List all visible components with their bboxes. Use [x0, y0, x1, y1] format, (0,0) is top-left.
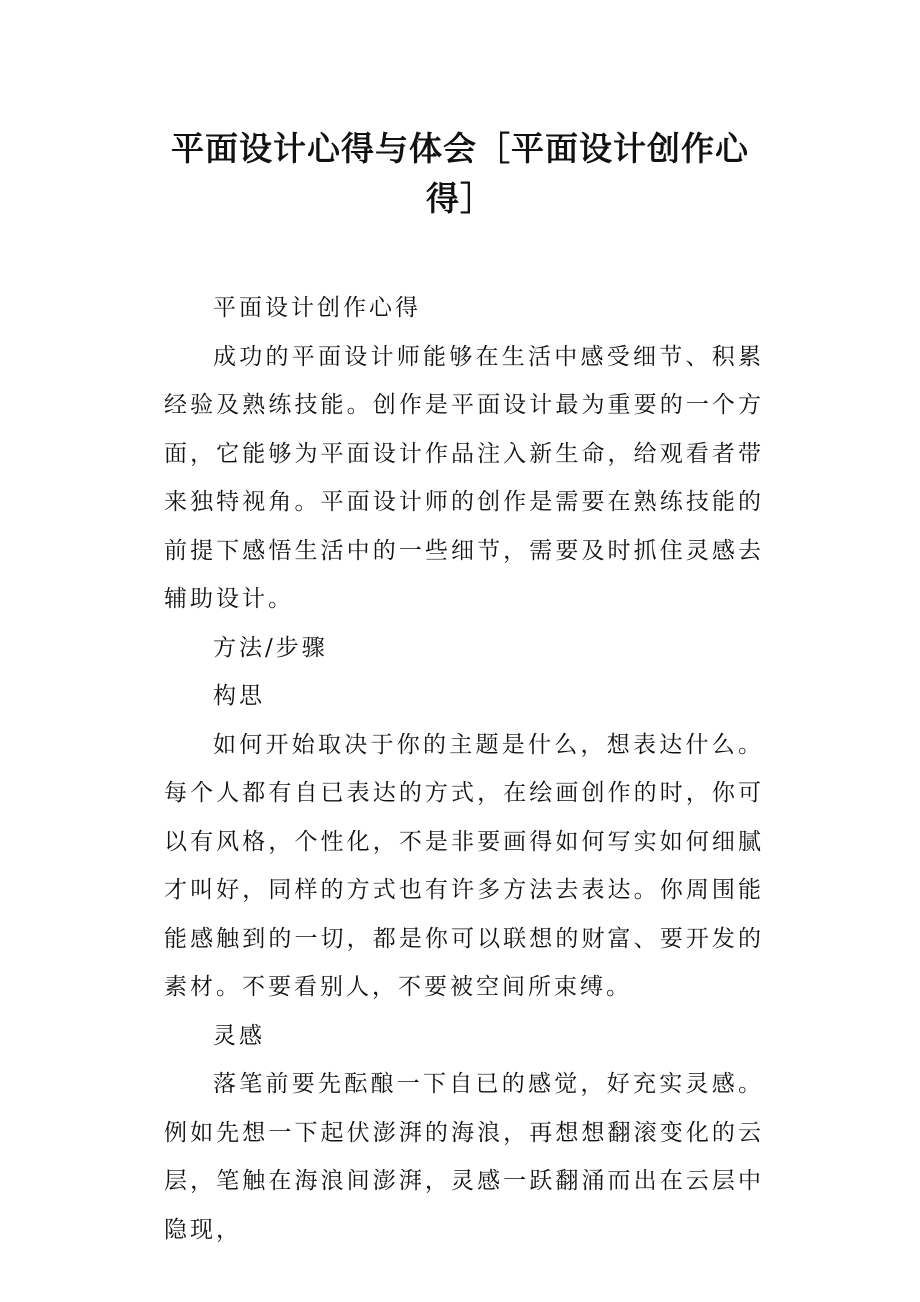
section-heading-methods: 方法/步骤: [213, 634, 328, 661]
document-body: [164, 284, 764, 1254]
paragraph-conception: 如何开始取决于你的主题是什么，想表达什么。每个人都有自已表达的方式，在绘画创作的时，你可以有风格，个性化，不是非要画得如何写实如何细腻才叫好，同样的方式也有许多方法去表达。你周围能能感触到的一切，都是你可以联想的财富、要开发的素材。不要看别人，不要被空间所束缚。: [164, 731, 764, 1000]
section-heading-conception: 构思: [213, 683, 265, 709]
paragraph-inspiration: 落笔前要先酝酿一下自已的感觉，好充实灵感。例如先想一下起伏澎湃的海浪，再想想翻滚变化的云层，笔触在海浪间澎湃，灵感一跃翻涌而出在云层中隐现，: [164, 1071, 764, 1243]
document-title: 平面设计心得与体会［平面设计创作心得］: [171, 129, 749, 218]
paragraph-intro: 成功的平面设计师能够在生活中感受细节、积累经验及熟练技能。创作是平面设计最为重要的一个方面，它能够为平面设计作品注入新生命，给观看者带来独特视角。平面设计师的创作是需要在熟练技能的前提下感悟生活中的一些细节，需要及时抓住灵感去辅助设计。: [164, 343, 764, 612]
section-heading-creation: 平面设计创作心得: [213, 295, 421, 321]
section-heading-inspiration: 灵感: [213, 1022, 265, 1049]
